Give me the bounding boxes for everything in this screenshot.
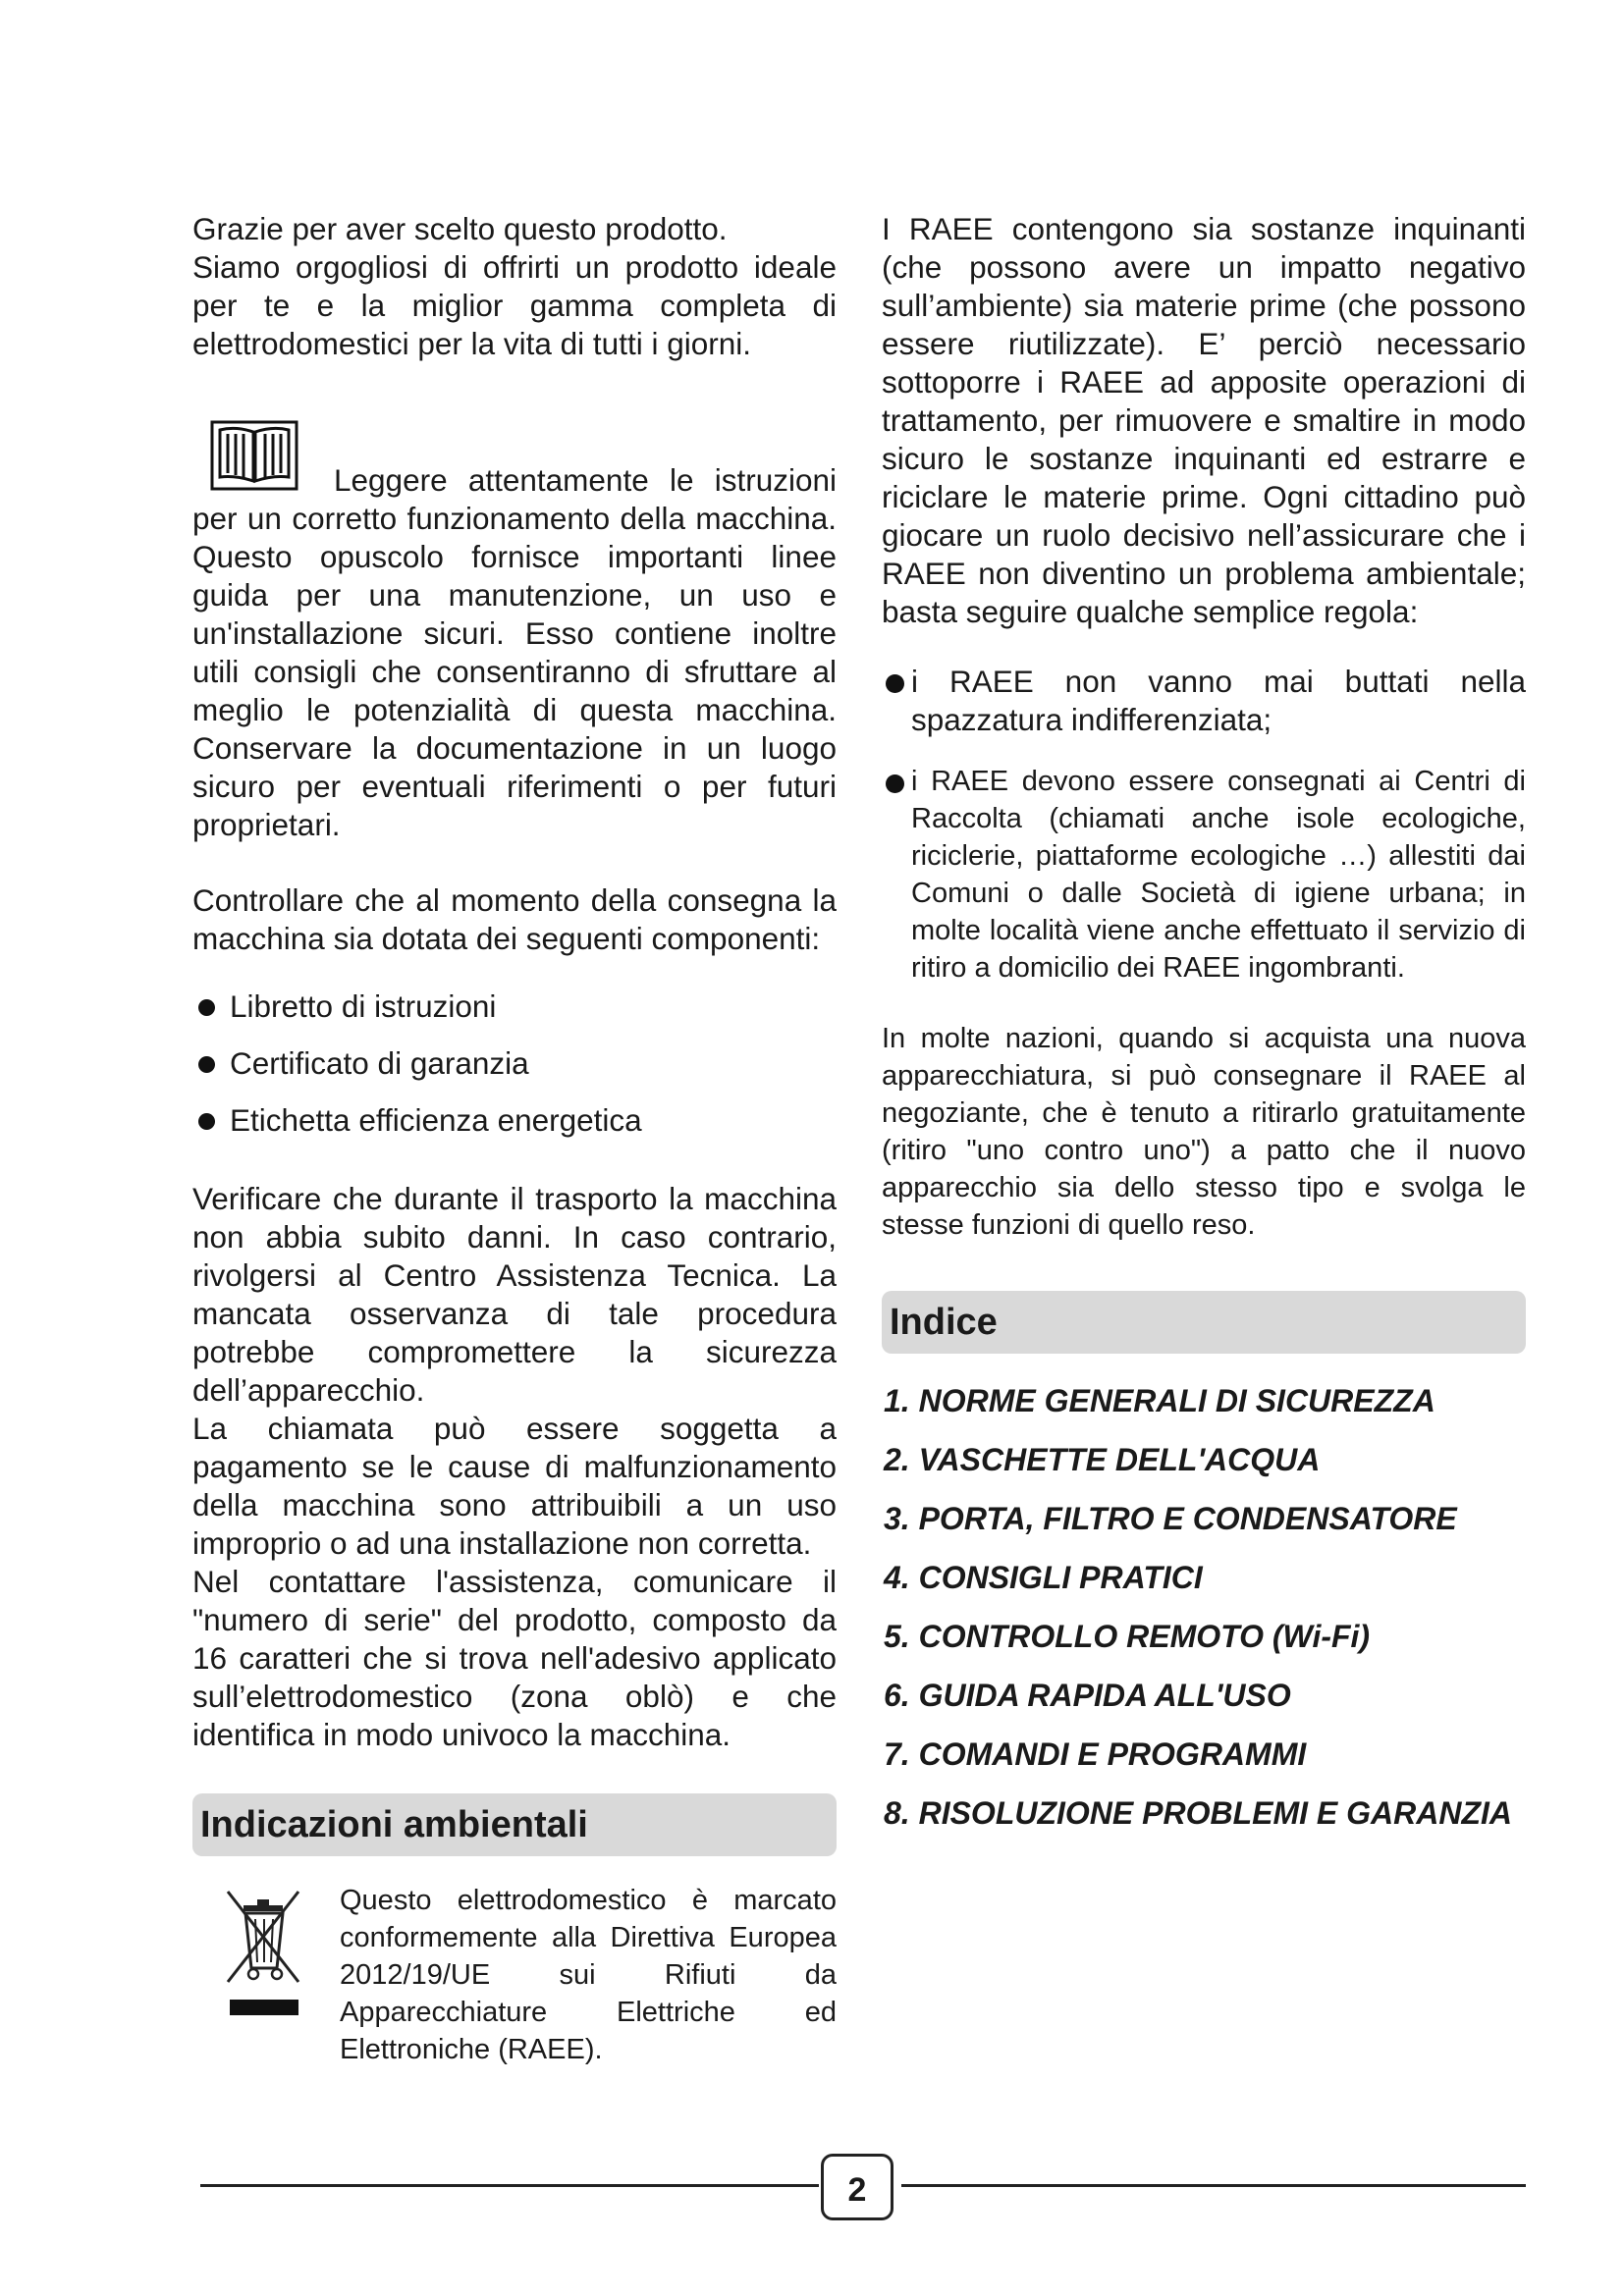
- raee-intro-text: I RAEE contengono sia sostanze inquinanti (che possono avere un impatto negativo sull’ambiente) sia materie prime (che possono essere riutilizzate). E’ perciò necessario sottoporre i RAEE ad apposite operazioni di trattamento, per rimuovere e smaltire in modo sicuro le sostanze inquinanti ed estrarre e riciclare le materie prime. Ogni cittadino può giocare un ruolo decisivo nell’assicurare che i RAEE non diventino un problema ambientale; basta seguire qualche semplice regola:: [882, 211, 1526, 629]
- read-instructions-block: [192, 420, 837, 844]
- weee-block: [192, 1856, 837, 2068]
- toc-item[interactable]: 1. NORME GENERALI DI SICUREZZA: [884, 1383, 1435, 1418]
- list-item: Etichetta efficienza energetica: [192, 1101, 837, 1140]
- footer-divider-left: [200, 2184, 819, 2187]
- components-list: [192, 988, 837, 1140]
- toc-item[interactable]: 5. CONTROLLO REMOTO (Wi-Fi): [884, 1619, 1371, 1654]
- toc-item[interactable]: 7. COMANDI E PROGRAMMI: [884, 1736, 1307, 1772]
- page-number: 2: [821, 2154, 893, 2220]
- return-old-appliance-text: In molte nazioni, quando si acquista una nuova apparecchiatura, si può consegnare il RAEE al negoziante, che è tenuto a ritirarlo gratuitamente (ritiro "uno contro uno") a patto che il nuovo apparecchio sia dello stesso tipo e svolga le stesse funzioni di quello reso.: [882, 1023, 1526, 1241]
- check-components-text: Controllare che al momento della consegna la macchina sia dotata dei seguenti componenti:: [192, 882, 837, 956]
- list-item: i RAEE non vanno mai buttati nella spazzatura indifferenziata;: [882, 663, 1526, 739]
- weee-crossed-bin-icon: [222, 1884, 304, 2017]
- toc-item[interactable]: 4. CONSIGLI PRATICI: [884, 1560, 1203, 1595]
- toc-item[interactable]: 2. VASCHETTE DELL'ACQUA: [884, 1442, 1321, 1477]
- list-item: Libretto di istruzioni: [192, 988, 837, 1026]
- intro-line-1: Grazie per aver scelto questo prodotto.: [192, 211, 728, 246]
- left-column: [192, 210, 837, 2068]
- payment-text: La chiamata può essere soggetta a pagamento se le cause di malfunzionamento della macchina sono attribuibili a un uso improprio o ad una installazione non corretta.: [192, 1411, 837, 1561]
- right-column: [882, 210, 1526, 1852]
- book-icon: [210, 420, 298, 491]
- intro-line-2: Siamo orgogliosi di offrirti un prodotto ideale per te e la miglior gamma completa di elettrodomestici per la vita di tutti i giorni.: [192, 249, 837, 361]
- verify-transport-text: Verificare che durante il trasporto la macchina non abbia subito danni. In caso contrario, rivolgersi al Centro Assistenza Tecnica. La mancata osservanza di tale procedura potrebbe compromettere la sicurezza dell’apparecchio.: [192, 1181, 837, 1408]
- env-heading: Indicazioni ambientali: [192, 1793, 837, 1856]
- table-of-contents: [882, 1381, 1526, 1833]
- toc-item[interactable]: 8. RISOLUZIONE PROBLEMI E GARANZIA: [884, 1795, 1513, 1831]
- toc-item[interactable]: 6. GUIDA RAPIDA ALL'USO: [884, 1678, 1291, 1713]
- index-heading: Indice: [882, 1291, 1526, 1354]
- weee-text: Questo elettrodomestico è marcato conformemente alla Direttiva Europea 2012/19/UE sui Rifiuti da Apparecchiature Elettriche ed Elettroniche (RAEE).: [340, 1885, 837, 2065]
- toc-item[interactable]: 3. PORTA, FILTRO E CONDENSATORE: [884, 1501, 1457, 1536]
- list-item: i RAEE devono essere consegnati ai Centri di Raccolta (chiamati anche isole ecologiche, riciclerie, piattaforme ecologiche …) allestiti dai Comuni o dalle Società di igiene urbana; in molte località viene anche effettuato il servizio di ritiro a domicilio dei RAEE ingombranti.: [882, 763, 1526, 987]
- raee-rules-list: [882, 663, 1526, 987]
- list-item: Certificato di garanzia: [192, 1044, 837, 1083]
- serial-number-text: Nel contattare l'assistenza, comunicare il "numero di serie" del prodotto, composto da 16 caratteri che si trova nell'adesivo applicato sull’elettrodomestico (zona oblò) e che identifica in modo univoco la macchina.: [192, 1564, 837, 1752]
- footer-divider-right: [901, 2184, 1526, 2187]
- read-instructions-text: Leggere attentamente le istruzioni per un corretto funzionamento della macchina. Questo opuscolo fornisce importanti linee guida per una manutenzione, un uso e un'installazione sicuri. Esso contiene inoltre utili consigli che consentiranno di sfruttare al meglio le potenzialità di questa macchina. Conservare la documentazione in un luogo sicuro per eventuali riferimenti o per futuri proprietari.: [192, 462, 837, 842]
